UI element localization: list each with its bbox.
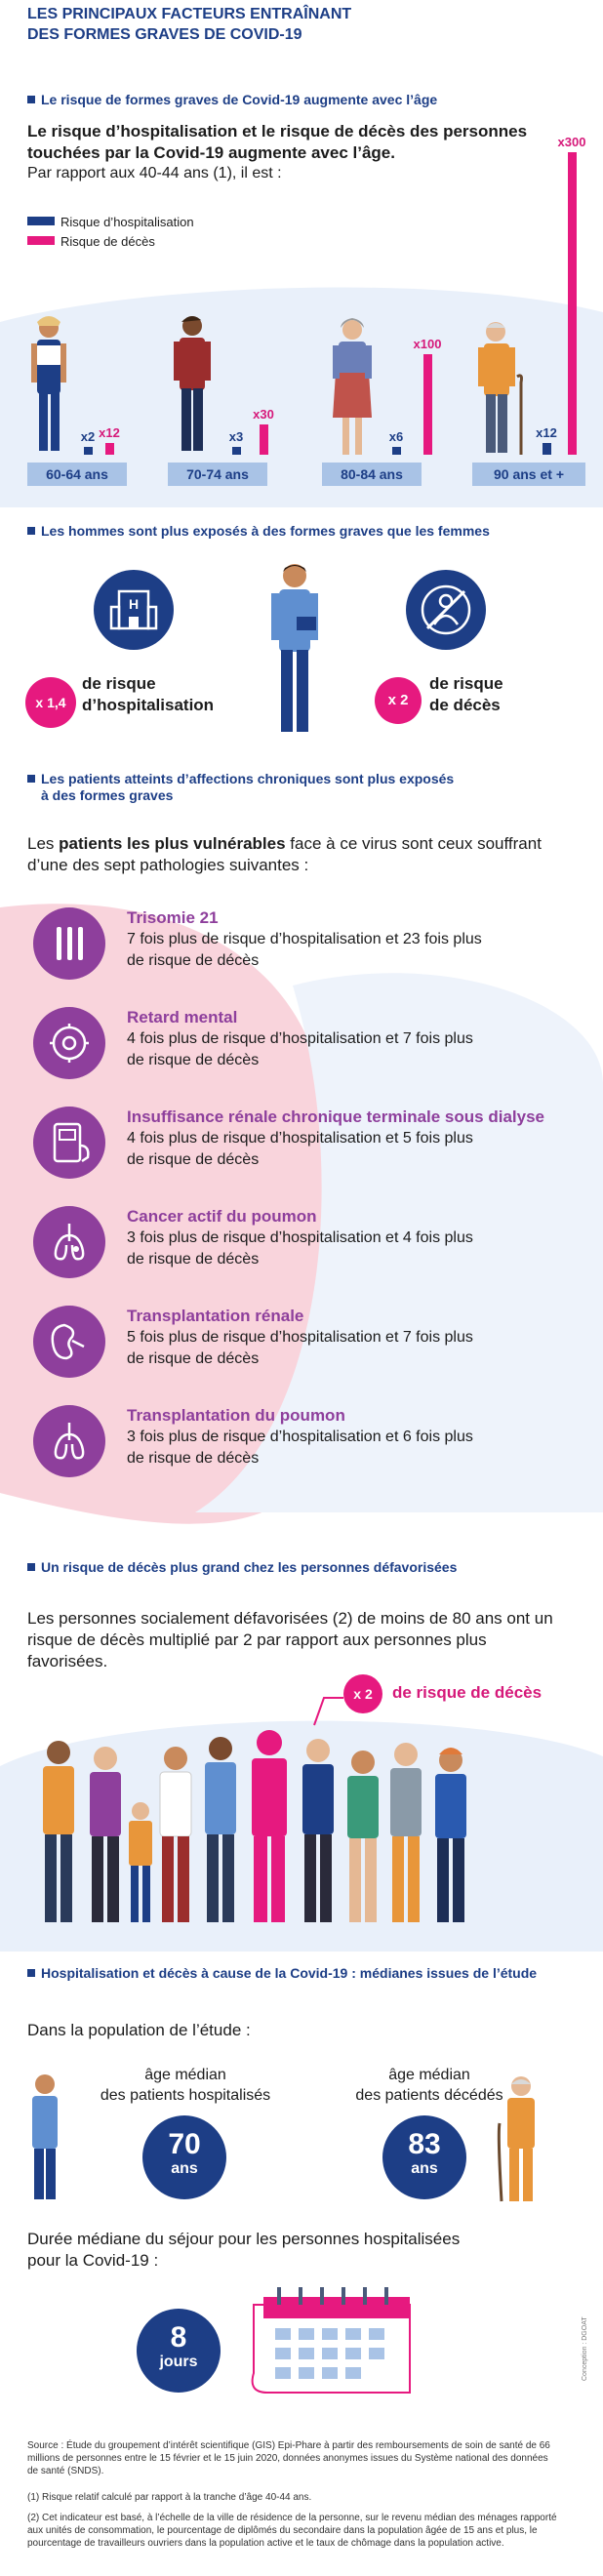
hospital-icon	[94, 570, 174, 650]
condition-text	[127, 1405, 576, 1469]
footnote-1: (1) Risque relatif calculé par rapport à la tranche d’âge 40-44 ans.	[27, 2492, 312, 2503]
hosp-risk-label: x2	[80, 429, 96, 444]
lungs-icon	[33, 1405, 105, 1477]
chromosome-icon	[33, 907, 105, 980]
median-death-label: âge médian des patients décédés	[355, 2067, 503, 2104]
hosp-risk-bar	[232, 447, 241, 455]
death-multiplier-badge: x 2	[375, 677, 422, 724]
kidney-icon	[33, 1306, 105, 1378]
deprived-multiplier-text: de risque de décès	[392, 1683, 543, 1702]
death-icon	[406, 570, 486, 650]
condition-title: Transplantation du poumon	[127, 1406, 345, 1425]
condition-desc-line-2: de risque de décès	[127, 1052, 260, 1068]
infographic-header	[27, 4, 496, 45]
section-bullet-icon	[27, 527, 35, 535]
death-risk-label: x30	[253, 407, 274, 422]
page-title-line-1: LES PRINCIPAUX FACTEURS ENTRAÎNANT	[27, 6, 352, 22]
lung-tumor-icon	[33, 1206, 105, 1278]
median-hosp-person-illustration	[23, 2073, 66, 2203]
crowd-illustration	[20, 1719, 546, 1938]
condition-title: Cancer actif du poumon	[127, 1207, 317, 1226]
brain-gear-icon	[33, 1007, 105, 1079]
hosp-risk-label: x3	[228, 429, 244, 444]
section-bullet-icon	[27, 96, 35, 103]
condition-desc-line-1: 5 fois plus de risque d’hospitalisation et 7 fois plus	[127, 1329, 473, 1346]
median-intro: Dans la population de l’étude :	[27, 2021, 251, 2039]
hosp-risk-bar	[84, 447, 93, 455]
svg-text:H: H	[128, 596, 140, 612]
deprived-multiplier-badge: x 2	[343, 1674, 382, 1713]
footer	[27, 2439, 583, 2550]
age-category-label: 80-84 ans	[322, 463, 422, 486]
median-hosp-label: âge médian des patients hospitalisés	[100, 2067, 271, 2104]
hosp-risk-bar	[392, 447, 401, 455]
condition-text	[127, 907, 576, 972]
age-category-label: 60-64 ans	[27, 463, 127, 486]
source-line-1: Source : Étude du groupement d’intérêt scientifique (GIS) Epi-Phare à partir des remboursements de soin de santé de 66	[27, 2440, 550, 2451]
age-intro-bold-1: Le risque d’hospitalisation et le risque de décès des personnes	[27, 122, 528, 141]
hosp-multiplier-badge: x 1,4	[25, 677, 76, 728]
footnote-2-line-1: (2) Cet indicateur est basé, à l’échelle de la ville de résidence de la personne, sur le revenu médian des ménages rapporté	[27, 2513, 557, 2523]
condition-desc-line-2: de risque de décès	[127, 952, 260, 969]
death-risk-bar	[260, 424, 268, 455]
legend-death: Risque de décès	[27, 232, 194, 252]
age-category-label: 90 ans et +	[472, 463, 585, 486]
condition-desc-line-1: 4 fois plus de risque d’hospitalisation et 7 fois plus	[127, 1030, 473, 1047]
section-bullet-icon	[27, 1563, 35, 1571]
median-death-age-badge: 83 ans	[382, 2115, 466, 2199]
person-80-84-illustration	[326, 316, 379, 459]
footnote-2-line-3: pourcentage de travailleurs ouvriers dans la population active et le taux de chômage dans la population active.	[27, 2538, 504, 2549]
footnote-2-line-2: aux unités de consommation, le pourcentage de diplômés du secondaire dans la population âgée de 15 ans et plus, le	[27, 2525, 538, 2536]
page-title-line-2: DES FORMES GRAVES DE COVID-19	[27, 26, 302, 43]
age-intro	[27, 121, 583, 183]
condition-title: Transplantation rénale	[127, 1307, 304, 1325]
death-risk-bar	[423, 354, 432, 455]
death-risk-bar	[105, 443, 114, 455]
deprived-text: Les personnes socialement défavorisées (2) de moins de 80 ans ont un risque de décès multiplié par 2 par rapport aux personnes plus favorisées.	[27, 1609, 553, 1670]
condition-text	[127, 1306, 576, 1370]
condition-desc-line-1: 4 fois plus de risque d’hospitalisation et 5 fois plus	[127, 1130, 473, 1147]
median-section-heading: Hospitalisation et décès à cause de la Covid-19 : médianes issues de l’étude	[27, 1965, 537, 1982]
median-hosp-age-badge: 70 ans	[142, 2115, 226, 2199]
condition-desc-line-2: de risque de décès	[127, 1151, 260, 1168]
sex-section-heading: Les hommes sont plus exposés à des formes graves que les femmes	[27, 523, 490, 540]
condition-desc-line-2: de risque de décès	[127, 1350, 260, 1367]
condition-title: Retard mental	[127, 1008, 238, 1026]
condition-title: Insuffisance rénale chronique terminale sous dialyse	[127, 1107, 544, 1126]
source-line-2: millions de personnes entre le 15 février et le 15 juin 2020, données anonymes issues du Système national des données	[27, 2453, 548, 2464]
dialysis-icon	[33, 1107, 105, 1179]
median-stay-badge: 8 jours	[137, 2309, 221, 2393]
person-90-plus-illustration	[472, 318, 529, 459]
death-risk-text: de risque de décès	[429, 674, 503, 714]
condition-title: Trisomie 21	[127, 908, 219, 927]
chronic-section-heading: Les patients atteints d’affections chroniques sont plus exposés à des formes graves	[27, 771, 454, 804]
hosp-risk-label: x6	[388, 429, 404, 444]
age-intro-bold-2: touchées par la Covid-19 augmente avec l’âge.	[27, 143, 395, 162]
section-bullet-icon	[27, 1969, 35, 1977]
condition-desc-line-2: de risque de décès	[127, 1251, 260, 1268]
condition-desc-line-1: 7 fois plus de risque d’hospitalisation et 23 fois plus	[127, 931, 482, 947]
age-intro-normal: Par rapport aux 40-44 ans (1), il est :	[27, 165, 282, 181]
source-line-3: de santé (SNDS).	[27, 2466, 104, 2476]
death-risk-bar	[568, 152, 577, 455]
section-bullet-icon	[27, 775, 35, 783]
stay-text: Durée médiane du séjour pour les personnes hospitalisées pour la Covid-19 :	[27, 2230, 461, 2270]
condition-desc-line-1: 3 fois plus de risque d’hospitalisation et 6 fois plus	[127, 1429, 473, 1445]
deprived-section-heading: Un risque de décès plus grand chez les personnes défavorisées	[27, 1559, 457, 1576]
legend-hosp-swatch	[27, 217, 55, 225]
condition-text	[127, 1107, 576, 1171]
hosp-risk-text: de risque d’hospitalisation	[82, 674, 215, 714]
death-risk-label: x100	[413, 336, 442, 351]
legend-hosp: Risque d’hospitalisation	[27, 213, 194, 232]
person-60-64-illustration	[25, 314, 74, 459]
condition-desc-line-2: de risque de décès	[127, 1450, 260, 1467]
design-credit: Conception : DGOAT	[582, 2316, 588, 2381]
person-70-74-illustration	[168, 312, 217, 459]
age-category-label: 70-74 ans	[168, 463, 267, 486]
man-illustration	[258, 560, 332, 738]
condition-desc-line-1: 3 fois plus de risque d’hospitalisation et 4 fois plus	[127, 1229, 473, 1246]
age-section-heading: Le risque de formes graves de Covid-19 augmente avec l’âge	[27, 92, 437, 108]
condition-text	[127, 1007, 576, 1071]
death-risk-label: x12	[99, 424, 120, 440]
hosp-risk-bar	[543, 443, 551, 455]
hosp-risk-label: x12	[536, 424, 557, 440]
calendar-icon	[244, 2275, 420, 2398]
chronic-intro: Les patients les plus vulnérables face à ce virus sont ceux souffrant d’une des sept pathologies suivantes :	[27, 834, 542, 874]
condition-text	[127, 1206, 576, 1270]
chart-legend	[27, 213, 194, 252]
median-death-person-illustration	[496, 2074, 550, 2205]
legend-death-swatch	[27, 236, 55, 245]
death-risk-label: x300	[557, 135, 586, 149]
